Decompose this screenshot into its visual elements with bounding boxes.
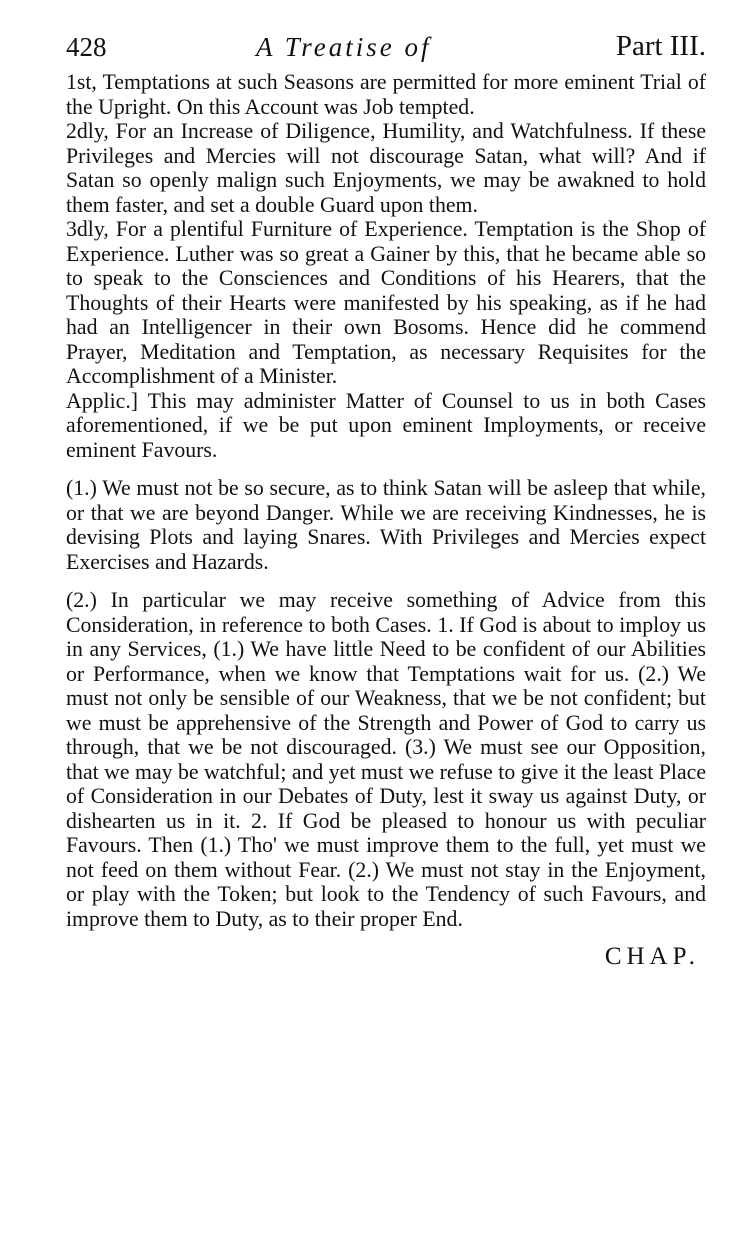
paragraph-application: Applic.] This may administer Matter of Counsel to us in both Cases aforementioned, if we be put upon eminent Imployments, or receive eminent Favours. bbox=[66, 388, 706, 462]
paragraph-first-reason: 1st, Temptations at such Seasons are permitted for more eminent Trial of the Upright. On this Account was Job tempted. bbox=[66, 70, 706, 119]
page-header bbox=[66, 30, 706, 70]
page-number: 428 bbox=[66, 32, 107, 62]
paragraph-counsel-one: (1.) We must not be so secure, as to think Satan will be asleep that while, or that we are beyond Danger. While we are receiving Kindnesses, he is devising Plots and laying Snares. With Privileges and Mercies expect Exercises and Hazards. bbox=[66, 476, 706, 574]
paragraph-second-reason: 2dly, For an Increase of Diligence, Humility, and Watchfulness. If these Privileges and Mercies will not discourage Satan, what will? And if Satan so openly malign such Enjoyments, we may be awakned to hold them faster, and set a double Guard upon them. bbox=[66, 119, 706, 217]
paragraph-counsel-two: (2.) In particular we may receive something of Advice from this Consideration, in reference to both Cases. 1. If God is about to imploy us in any Services, (1.) We have little Need to be confident of our Abilities or Performance, when we know that Temptations wait for us. (2.) We must not only be sensible of our Weakness, that we be not confident; but we must be apprehensive of the Strength and Power of God to carry us through, that we be not discouraged. (3.) We must see our Opposition, that we may be watchful; and yet must we refuse to give it the least Place of Consideration in our Debates of Duty, lest it sway us against Duty, or dishearten us in it. 2. If God be pleased to honour us with peculiar Favours. Then (1.) Tho' we must improve them to the full, yet must we not feed on them without Fear. (2.) We must not stay in the Enjoyment, or play with the Token; but look to the Tendency of such Favours, and improve them to Duty, as to their proper End. bbox=[66, 588, 706, 931]
part-label: Part III. bbox=[615, 30, 706, 62]
running-title: A Treatise of bbox=[256, 32, 432, 62]
catchword: CHAP. bbox=[604, 943, 700, 970]
page-body bbox=[66, 70, 706, 931]
paragraph-third-reason: 3dly, For a plentiful Furniture of Experience. Temptation is the Shop of Experience. Luther was so great a Gainer by this, that he became able so to speak to the Consciences and Conditions of his Hearers, that the Thoughts of their Hearts were manifested by his speaking, as if he had had an Intelligencer in their own Bosoms. Hence did he commend Prayer, Meditation and Temptation, as necessary Requisites for the Accomplishment of a Minister. bbox=[66, 217, 706, 388]
